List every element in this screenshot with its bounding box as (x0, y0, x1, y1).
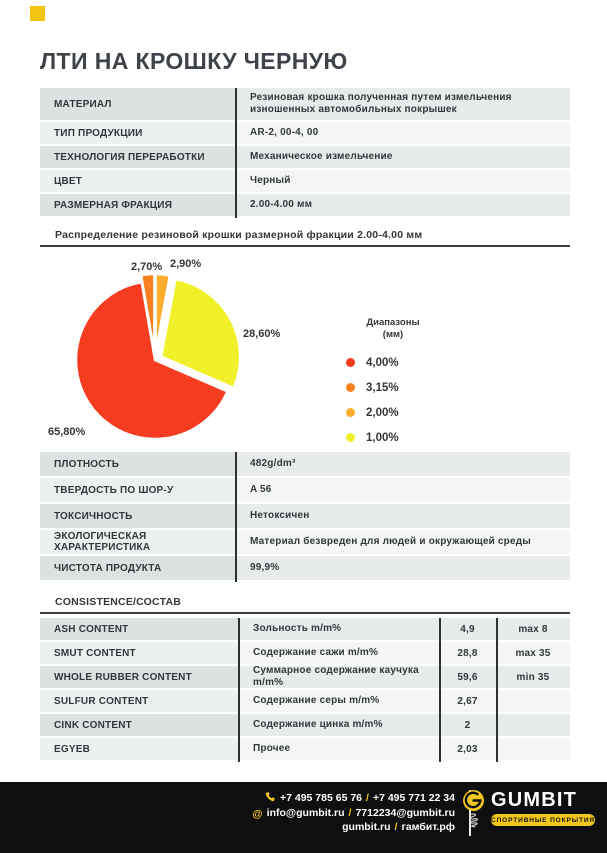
brand-wordmark: GUMBIT (490, 789, 578, 811)
cell-label: ТИП ПРОДУКЦИИ (40, 122, 235, 144)
site-line (252, 821, 455, 835)
cell-label: ЦВЕТ (40, 170, 235, 192)
cell-value: Материал безвреден для людей и окружающей среды (235, 530, 570, 554)
cell-limit: min 35 (496, 666, 570, 688)
legend-title-line1: Диапазоны (366, 317, 420, 328)
contact-block (252, 791, 455, 835)
cell-limit (496, 690, 570, 712)
table-row (40, 122, 570, 146)
cell-value: 482g/dm³ (235, 452, 570, 476)
separator: / (348, 806, 352, 819)
email-1[interactable]: info@gumbit.ru (266, 806, 345, 819)
cell-limit (496, 714, 570, 736)
gumbit-logo (463, 790, 595, 829)
table-row (40, 618, 570, 642)
table-row (40, 452, 570, 478)
properties-table (40, 452, 570, 582)
legend-title-line2: (мм) (382, 329, 404, 340)
composition-section-underline (40, 612, 570, 614)
table-row (40, 194, 570, 218)
cell-name-ru: Содержание серы m/m% (238, 690, 439, 712)
composition-section-title: CONSISTENCE/СОСТАВ (55, 596, 182, 608)
cell-name-ru: Содержание цинка m/m% (238, 714, 439, 736)
legend-dot (346, 383, 355, 392)
table-row (40, 504, 570, 530)
cell-value: Черный (235, 170, 570, 192)
at-icon: @ (252, 807, 263, 820)
cell-name-ru: Зольность m/m% (238, 618, 439, 640)
legend-item (338, 375, 468, 400)
cell-label: ТЕХНОЛОГИЯ ПЕРЕРАБОТКИ (40, 146, 235, 168)
cell-value: 99,9% (235, 556, 570, 580)
brand-corner-mark (30, 6, 45, 21)
pie-chart (40, 256, 360, 452)
site-1[interactable]: gumbit.ru (342, 821, 391, 833)
chart-section-title: Распределение резиновой крошки размерной фракции 2.00-4.00 мм (55, 229, 423, 241)
cell-label: ПЛОТНОСТЬ (40, 452, 235, 476)
table-row (40, 478, 570, 504)
cell-name-en: WHOLE RUBBER CONTENT (40, 666, 238, 688)
chart-section-underline (40, 245, 570, 247)
table-row (40, 738, 570, 762)
separator: / (366, 792, 369, 804)
table-row (40, 666, 570, 690)
table-row (40, 88, 570, 122)
legend-label: 2,00% (366, 406, 399, 419)
cell-label: ЧИСТОТА ПРОДУКТА (40, 556, 235, 580)
table-row (40, 146, 570, 170)
chart-legend (338, 317, 468, 450)
legend-items (338, 350, 468, 450)
legend-label: 1,00% (366, 431, 399, 444)
email-line (252, 807, 455, 822)
cell-value: Механическое измельчение (235, 146, 570, 168)
cell-name-en: CINK CONTENT (40, 714, 238, 736)
pie-slice-label: 28,60% (243, 328, 281, 340)
pie-slice-label: 65,80% (48, 426, 86, 438)
cell-value: 2 (439, 714, 496, 736)
cell-name-en: ASH CONTENT (40, 618, 238, 640)
legend-dot (346, 408, 355, 417)
legend-dot (346, 433, 355, 442)
specs-table-divider (235, 88, 237, 218)
legend-dot (346, 358, 355, 367)
footer (0, 782, 607, 853)
cell-name-en: EGYEB (40, 738, 238, 760)
cell-label: ТВЕРДОСТЬ ПО ШОР-У (40, 478, 235, 502)
legend-item (338, 350, 468, 375)
logo-icons (463, 790, 485, 829)
table-row (40, 714, 570, 738)
properties-table-divider (235, 452, 237, 582)
legend-label: 4,00% (366, 356, 399, 369)
gumbit-g-icon (463, 790, 484, 811)
cell-value: 2.00-4.00 мм (235, 194, 570, 216)
phone-number-1[interactable]: +7 495 785 65 76 (279, 792, 363, 804)
phone-icon (265, 791, 276, 807)
cell-value: 59,6 (439, 666, 496, 688)
phone-number-2[interactable]: +7 495 771 22 34 (372, 792, 455, 804)
table-row (40, 170, 570, 194)
separator: / (394, 821, 398, 833)
cell-name-ru: Суммарное содержание каучука m/m% (238, 666, 439, 688)
table-row (40, 556, 570, 582)
cell-name-en: SMUT CONTENT (40, 642, 238, 664)
table-row (40, 642, 570, 666)
cell-limit (496, 738, 570, 760)
cell-limit: max 35 (496, 642, 570, 664)
cell-value: Нетоксичен (235, 504, 570, 528)
cell-limit: max 8 (496, 618, 570, 640)
legend-label: 3,15% (366, 381, 399, 394)
cell-label: РАЗМЕРНАЯ ФРАКЦИЯ (40, 194, 235, 216)
cell-label: ЭКОЛОГИЧЕСКАЯ ХАРАКТЕРИСТИКА (40, 530, 235, 554)
cell-value: 2,03 (439, 738, 496, 760)
table-row (40, 690, 570, 714)
composition-divider-3 (496, 618, 498, 762)
composition-table (40, 618, 570, 762)
cell-name-ru: Прочее (238, 738, 439, 760)
phone-line (252, 791, 455, 807)
pie-slice-label: 2,90% (170, 258, 202, 270)
cell-label: МАТЕРИАЛ (40, 88, 235, 120)
cell-value: Резиновая крошка полученная путем измельчения изношенных автомобильных покрышек (235, 88, 570, 120)
legend-title (338, 317, 448, 341)
cell-value: 2,67 (439, 690, 496, 712)
cell-value: A 56 (235, 478, 570, 502)
page-title: ЛТИ НА КРОШКУ ЧЕРНУЮ (40, 48, 348, 74)
cell-label: ТОКСИЧНОСТЬ (40, 504, 235, 528)
pie-slice-label: 2,70% (131, 261, 163, 273)
cell-name-en: SULFUR CONTENT (40, 690, 238, 712)
specs-table (40, 88, 570, 218)
cell-value: 28,8 (439, 642, 496, 664)
table-row (40, 530, 570, 556)
site-2[interactable]: гамбит.рф (401, 821, 455, 833)
composition-divider-2 (439, 618, 441, 762)
legend-item (338, 425, 468, 450)
cell-value: 4,9 (439, 618, 496, 640)
email-2[interactable]: 7712234@gumbit.ru (355, 806, 455, 819)
cell-value: AR-2, 00-4, 00 (235, 122, 570, 144)
spring-icon (467, 812, 480, 829)
brand-column (491, 790, 595, 829)
cell-name-ru: Содержание сажи m/m% (238, 642, 439, 664)
legend-item (338, 400, 468, 425)
brand-tagline-pill: СПОРТИВНЫЕ ПОКРЫТИЯ (491, 814, 595, 826)
composition-divider-1 (238, 618, 240, 762)
